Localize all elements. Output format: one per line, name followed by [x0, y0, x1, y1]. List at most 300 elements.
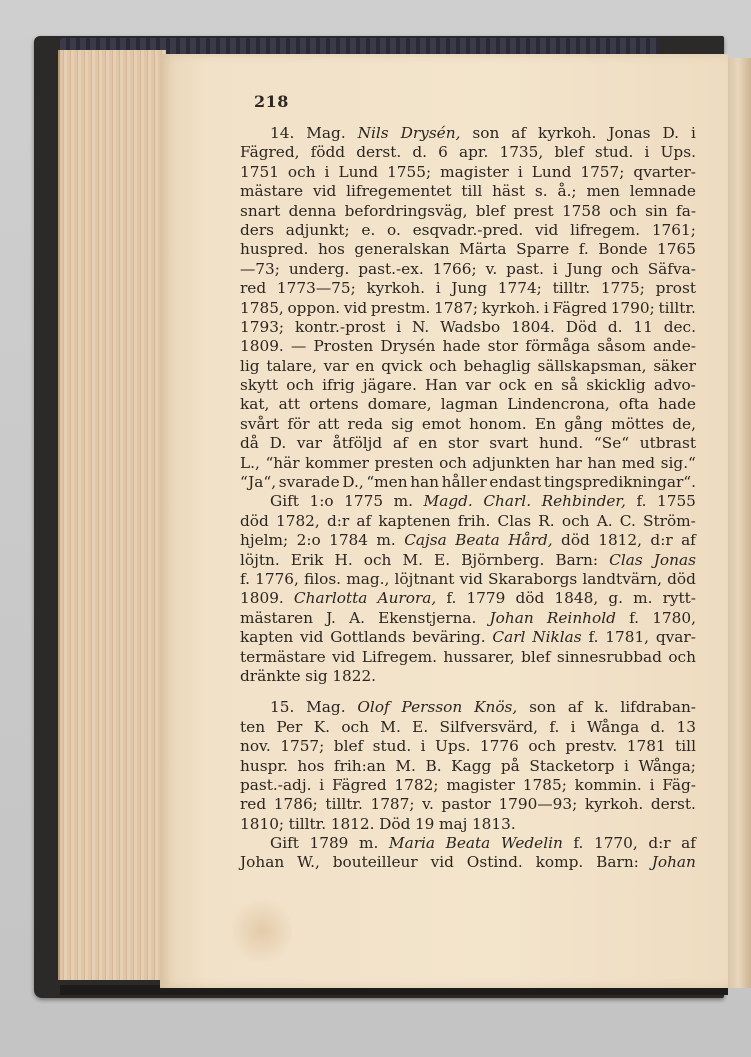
word: 1766;: [432, 259, 477, 278]
word: prestv.: [565, 737, 618, 756]
word: vid: [535, 220, 559, 239]
word: håller: [441, 473, 487, 492]
word: emot: [421, 414, 461, 433]
word: mästaren: [240, 608, 313, 627]
word: lifregem.: [570, 220, 641, 239]
word: esqvadr.-pred.: [412, 220, 524, 239]
word: sig.“: [660, 453, 696, 472]
word: N.: [411, 317, 430, 336]
word: underg.: [288, 259, 350, 278]
word: endast: [489, 473, 542, 492]
word: Erik: [290, 550, 324, 569]
word: de,: [672, 414, 696, 433]
word: i: [543, 298, 549, 317]
word: 1848,: [554, 589, 599, 608]
word: stor: [487, 337, 519, 356]
word: beväring.: [412, 628, 486, 647]
word: kyrkoh.: [584, 795, 644, 814]
word: lifdraban-: [620, 698, 696, 717]
word: Gift: [270, 492, 299, 511]
text-line: [240, 454, 696, 473]
word: “Ja“,: [240, 473, 277, 492]
word: f.: [573, 834, 584, 853]
word: 1765: [657, 240, 696, 259]
word: qvar-: [655, 628, 696, 647]
text-line: [240, 853, 696, 872]
word: f.: [446, 589, 457, 608]
word: o.: [387, 220, 401, 239]
word: 1789: [309, 834, 349, 853]
italic-name-word: Nils: [357, 124, 389, 142]
word: 1822.: [332, 666, 377, 685]
word: D.: [269, 434, 287, 453]
word: 1787;: [370, 795, 415, 814]
word: past.-ex.: [358, 259, 424, 278]
word: Barn:: [555, 550, 599, 569]
word: och: [609, 201, 637, 220]
word: ande-: [652, 337, 696, 356]
italic-name-word: Carl: [492, 628, 526, 647]
text-line: [240, 299, 696, 318]
word: 1809.: [240, 589, 284, 608]
italic-name-word: Charl.: [483, 492, 532, 511]
text-line: [240, 163, 696, 182]
word: past.: [506, 259, 544, 278]
word: blef: [333, 737, 364, 756]
word: m.: [376, 531, 396, 550]
word: har: [555, 453, 582, 472]
word: hussarer,: [443, 647, 515, 666]
word: L.,: [240, 453, 260, 472]
word: ders: [240, 220, 275, 239]
word: f.: [588, 628, 599, 647]
word: Han: [425, 376, 458, 395]
word: 2:o: [296, 531, 321, 550]
text-line: [240, 124, 696, 143]
word: så: [561, 376, 579, 395]
word: 1784: [329, 531, 369, 550]
word: adjunkten: [472, 453, 550, 472]
word: för: [287, 414, 310, 433]
word: qvick: [381, 356, 423, 375]
word: kyrkoh.: [366, 279, 425, 298]
word: 1775: [344, 492, 384, 511]
word: reda: [347, 414, 383, 433]
word: 14.: [270, 124, 295, 142]
word: sig: [391, 414, 414, 433]
word: Säfva-: [647, 259, 696, 278]
word: A.: [596, 511, 613, 530]
word: —: [290, 337, 307, 356]
text-line: [240, 589, 696, 608]
word: häst: [492, 182, 526, 201]
word: 1790;: [610, 298, 655, 317]
word: ten: [240, 717, 266, 736]
word: och: [439, 453, 467, 472]
italic-name-word: Niklas: [532, 628, 582, 647]
word: advo-: [653, 376, 696, 395]
text-line: [240, 795, 696, 814]
word: 1770,: [593, 834, 638, 853]
word: 1782,: [275, 511, 320, 530]
word: d:r: [648, 834, 671, 853]
word: talare,: [266, 356, 317, 375]
text-line: [240, 415, 696, 434]
word: 1735,: [499, 143, 544, 162]
word: 13: [676, 717, 696, 736]
word: Wånga: [586, 717, 640, 736]
word: Clas: [497, 511, 532, 530]
word: 19: [414, 814, 435, 833]
word: Bonde: [598, 240, 648, 259]
text-line: [240, 628, 696, 647]
text-line: [240, 551, 696, 570]
italic-name-word: Charlotta: [293, 589, 368, 608]
word: frih:an: [333, 756, 386, 775]
word: Gift: [270, 834, 299, 853]
word: vid: [312, 182, 337, 201]
word: magister: [440, 162, 509, 181]
word: och: [341, 717, 369, 736]
word: af: [356, 511, 372, 530]
word: prost: [655, 279, 696, 298]
word: af: [567, 698, 583, 717]
word: 1757;: [280, 737, 325, 756]
word: sin: [645, 201, 668, 220]
word: vid: [332, 647, 356, 666]
italic-name-word: Reinhold: [546, 608, 616, 627]
word: “här: [265, 453, 300, 472]
word: kat,: [240, 395, 270, 414]
italic-name-word: Wedelin: [500, 834, 563, 853]
word: komp.: [535, 853, 584, 872]
word: i: [552, 259, 558, 278]
word: död: [515, 589, 545, 608]
word: i: [570, 717, 576, 736]
word: af: [681, 531, 696, 550]
word: kyrkoh.: [481, 298, 541, 317]
text-line: [240, 395, 696, 414]
word: Per: [276, 717, 303, 736]
word: i: [324, 162, 330, 181]
italic-name-word: Johan: [489, 608, 534, 627]
word: af: [392, 434, 408, 453]
text-line: [240, 667, 696, 686]
word: H.: [334, 550, 353, 569]
paragraph-gap: [240, 686, 696, 698]
word: maj: [439, 814, 468, 833]
word: 1786;: [273, 795, 318, 814]
word: Sparre: [516, 240, 570, 259]
word: att: [317, 414, 340, 433]
word: med: [621, 453, 656, 472]
foxing-stain: [232, 896, 292, 966]
word: 1761;: [651, 220, 696, 239]
word: M.: [395, 756, 416, 775]
text-line: [240, 609, 696, 628]
text-line: [240, 202, 696, 221]
word: och: [668, 647, 696, 666]
word: vid: [343, 298, 368, 317]
word: huspr.: [240, 756, 288, 775]
word: hjelm;: [240, 531, 289, 550]
italic-name-word: Rehbinder,: [541, 492, 626, 511]
word: af: [681, 834, 696, 853]
word: nov.: [240, 737, 271, 756]
word: i: [690, 124, 696, 142]
word: honom.: [469, 414, 527, 433]
word: och: [286, 376, 314, 395]
word: möttes: [611, 414, 664, 433]
word: Jung: [566, 259, 603, 278]
word: lemnade: [629, 182, 696, 201]
word: befordringsväg,: [344, 201, 468, 220]
word: jägare.: [362, 376, 417, 395]
page-text: [240, 124, 696, 873]
word: i: [649, 775, 655, 794]
word: Mag.: [306, 124, 346, 142]
word: stor: [448, 434, 479, 453]
word: m.: [358, 834, 379, 853]
word: prest: [513, 201, 554, 220]
word: i: [420, 737, 426, 756]
word: snart: [240, 201, 281, 220]
word: m.: [633, 589, 653, 608]
word: Död: [565, 317, 598, 336]
word: apr.: [458, 143, 489, 162]
text-line: [240, 318, 696, 337]
text-line: [240, 834, 696, 853]
word: “men: [366, 473, 408, 492]
word: 1755: [656, 492, 696, 511]
word: tilltr.: [288, 814, 327, 833]
word: dränkte: [240, 666, 301, 685]
word: 1776: [479, 737, 519, 756]
text-line: [240, 473, 696, 492]
text-line: [240, 718, 696, 737]
text-line: [240, 221, 696, 240]
italic-name-word: Aurora,: [377, 589, 437, 608]
word: 1785,: [240, 298, 284, 317]
word: gång: [564, 414, 603, 433]
text-line: [240, 143, 696, 162]
word: 1809.: [240, 337, 284, 356]
word: blef: [475, 201, 506, 220]
word: löjtnant: [394, 569, 455, 588]
text-line: [240, 182, 696, 201]
word: Kagg: [451, 756, 492, 775]
word: död: [667, 569, 696, 588]
word: i: [644, 143, 650, 162]
word: åtföljd: [332, 434, 383, 453]
text-line: [240, 737, 696, 756]
word: v.: [485, 259, 498, 278]
word: var: [296, 434, 322, 453]
word: lig: [240, 356, 260, 375]
word: f.: [636, 492, 647, 511]
word: generalskan: [354, 240, 450, 259]
word: såsom: [597, 337, 646, 356]
word: Ups.: [660, 143, 696, 162]
word: Gottlands: [330, 628, 406, 647]
word: 1812,: [598, 531, 643, 550]
word: född: [310, 143, 346, 162]
italic-name-word: Knös,: [474, 698, 518, 717]
word: v.: [422, 795, 434, 814]
word: f.: [578, 240, 589, 259]
word: då: [240, 434, 259, 453]
word: var: [323, 356, 349, 375]
word: utbrast: [639, 434, 696, 453]
page-number: 218: [254, 92, 289, 111]
word: denna: [288, 201, 337, 220]
word: Stacketorp: [529, 756, 615, 775]
word: kontr.-prost: [294, 317, 386, 336]
word: d.: [650, 717, 666, 736]
word: kyrkoh.: [537, 124, 597, 142]
text-line: [240, 376, 696, 395]
word: kaptenen: [378, 511, 451, 530]
word: men: [586, 182, 620, 201]
word: kommer: [305, 453, 369, 472]
word: C.: [619, 511, 636, 530]
word: sig: [305, 666, 328, 685]
word: ifrig: [322, 376, 355, 395]
word: fa-: [676, 201, 696, 220]
word: ock: [498, 376, 526, 395]
word: 1782;: [394, 775, 439, 794]
word: derst.: [650, 795, 696, 814]
word: förmåga: [525, 337, 591, 356]
word: 1804.: [511, 317, 555, 336]
word: Lund: [338, 162, 379, 181]
word: Jung: [451, 279, 487, 298]
word: 1785;: [522, 775, 567, 794]
word: ortens: [309, 395, 359, 414]
word: å.;: [557, 182, 577, 201]
word: af: [511, 124, 527, 142]
word: sinnesrubbad: [556, 647, 662, 666]
word: d.: [607, 317, 623, 336]
word: Ekenstjerna.: [378, 608, 477, 627]
word: Johan: [240, 853, 285, 872]
word: 15.: [270, 698, 295, 717]
word: A.: [349, 608, 365, 627]
word: lagman: [440, 395, 499, 414]
word: till: [461, 182, 483, 201]
word: Fägred,: [240, 143, 300, 162]
word: f.: [240, 569, 250, 588]
word: pastor: [441, 795, 491, 814]
word: 1780,: [652, 608, 696, 627]
word: Märta: [459, 240, 507, 259]
word: 1757;: [580, 162, 625, 181]
word: svårt: [240, 414, 280, 433]
word: Barn:: [596, 853, 639, 872]
word: blef: [554, 143, 584, 162]
word: och: [429, 356, 457, 375]
word: Mag.: [306, 698, 346, 717]
word: 11: [633, 317, 653, 336]
word: son: [472, 124, 500, 142]
word: behaglig: [463, 356, 531, 375]
word: 6: [438, 143, 448, 162]
word: han: [410, 473, 440, 492]
word: Jonas: [608, 124, 651, 142]
word: adjunkt;: [285, 220, 350, 239]
word: att: [278, 395, 300, 414]
word: E.: [412, 717, 429, 736]
word: En: [534, 414, 556, 433]
text-line: [240, 698, 696, 717]
word: hund.: [538, 434, 584, 453]
word: vid: [300, 628, 324, 647]
word: stud.: [594, 143, 634, 162]
word: Lifregem.: [361, 647, 437, 666]
word: 1813.: [471, 814, 516, 833]
word: tilltr.: [325, 795, 363, 814]
word: han: [587, 453, 617, 472]
italic-name-word: Drysén,: [400, 124, 461, 142]
text-line: [240, 357, 696, 376]
word: vid: [430, 853, 454, 872]
word: R.: [538, 511, 555, 530]
word: kommin.: [574, 775, 642, 794]
word: 1751: [240, 162, 279, 181]
word: 1812.: [330, 814, 375, 833]
word: hos: [317, 240, 345, 259]
word: d.: [412, 143, 427, 162]
word: B.: [425, 756, 442, 775]
word: e.: [361, 220, 376, 239]
word: en: [534, 376, 553, 395]
word: M.: [402, 550, 423, 569]
word: D.: [662, 124, 680, 142]
word: derst.: [356, 143, 402, 162]
word: 1790—93;: [498, 795, 578, 814]
word: 1773—75;: [276, 279, 356, 298]
word: tingspredikningar“.: [543, 473, 696, 492]
word: till: [675, 737, 696, 756]
word: J.: [326, 608, 336, 627]
text-line: [240, 434, 696, 453]
italic-name-word: Beata: [445, 834, 491, 853]
word: ofta: [618, 395, 650, 414]
word: och: [528, 737, 556, 756]
word: hade: [658, 395, 696, 414]
word: tilltr.: [552, 279, 591, 298]
word: f.: [629, 608, 640, 627]
italic-name-word: Hård,: [508, 531, 553, 550]
text-line: [240, 240, 696, 259]
word: i: [396, 317, 402, 336]
word: svart: [489, 434, 529, 453]
word: stud.: [372, 737, 412, 756]
word: vid: [459, 569, 483, 588]
word: Silfversvärd,: [439, 717, 539, 736]
word: 1779: [466, 589, 506, 608]
word: i: [517, 162, 523, 181]
word: Fäg-: [662, 775, 696, 794]
word: lifregementet: [346, 182, 452, 201]
word: E.: [434, 550, 451, 569]
word: i: [624, 756, 629, 775]
word: bouteilleur: [332, 853, 418, 872]
word: Prosten: [313, 337, 374, 356]
text-line: [240, 776, 696, 795]
word: m.: [393, 492, 413, 511]
facing-page-edge: [726, 58, 751, 988]
